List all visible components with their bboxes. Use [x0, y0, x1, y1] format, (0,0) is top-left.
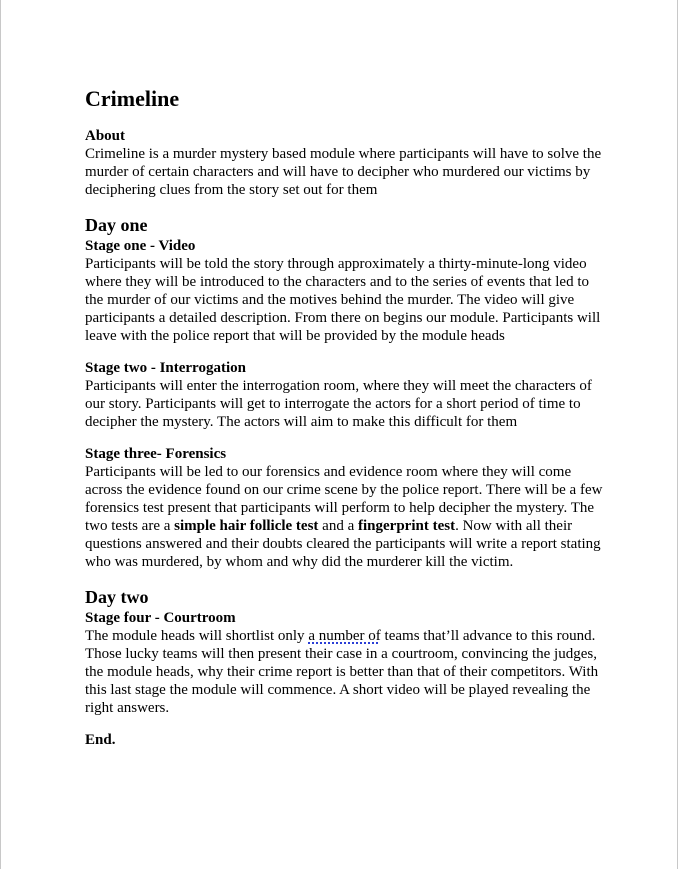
spellcheck-flagged-phrase[interactable]: a number of [308, 628, 381, 644]
stage-four-paragraph [85, 627, 615, 717]
stage-two-heading: Stage two - Interrogation [85, 360, 246, 376]
day-two-heading: Day two [85, 587, 149, 607]
end-marker: End. [85, 732, 116, 748]
stage-three-text-1: Participants will be led to our forensics and evidence room where they will come across the evidence found on our crime scene by the police report. There will be a few forensics test present that participants will perform to help decipher the mystery. The two tests are a [85, 464, 603, 534]
document-body [85, 86, 615, 749]
stage-three-text-2: and a [318, 518, 358, 534]
fingerprint-test-emphasis: fingerprint test [358, 518, 456, 534]
about-paragraph: Crimeline is a murder mystery based module where participants will have to solve the murder of certain characters and will have to decipher who murdered our victims by deciphering clues from the story set out for them [85, 146, 602, 198]
stage-one-paragraph: Participants will be told the story through approximately a thirty-minute-long video where they will be introduced to the characters and to the series of events that led to the murder of our victims and the motives behind the murder. The video will give participants a detailed description. From there on begins our module. Participants will leave with the police report that will be provided by the module heads [85, 256, 601, 344]
stage-one-heading: Stage one - Video [85, 238, 196, 254]
document-title: Crimeline [85, 86, 180, 111]
stage-four-text-2: teams that’ll advance to this round. Those lucky teams will then present their case in a courtroom, convincing the judges, the module heads, why their crime report is better than that of their competitors. With this last stage the module will commence. A short video will be played revealing the right answers. [85, 628, 599, 716]
hair-follicle-test-emphasis: simple hair follicle test [174, 518, 319, 534]
day-one-heading: Day one [85, 215, 148, 235]
about-heading: About [85, 128, 126, 144]
stage-three-paragraph [85, 463, 615, 571]
stage-four-heading: Stage four - Courtroom [85, 610, 236, 626]
stage-three-heading: Stage three- Forensics [85, 446, 227, 462]
stage-two-paragraph: Participants will enter the interrogation room, where they will meet the characters of our story. Participants will get to interrogate the actors for a short period of time to decipher the mystery. The actors will aim to make this difficult for them [85, 378, 592, 430]
stage-three-text-3: . Now with all their questions answered and their doubts cleared the participants will write a report stating who was murdered, by whom and why did the murderer kill the victim. [85, 518, 601, 570]
stage-four-text-1: The module heads will shortlist only [85, 628, 309, 644]
